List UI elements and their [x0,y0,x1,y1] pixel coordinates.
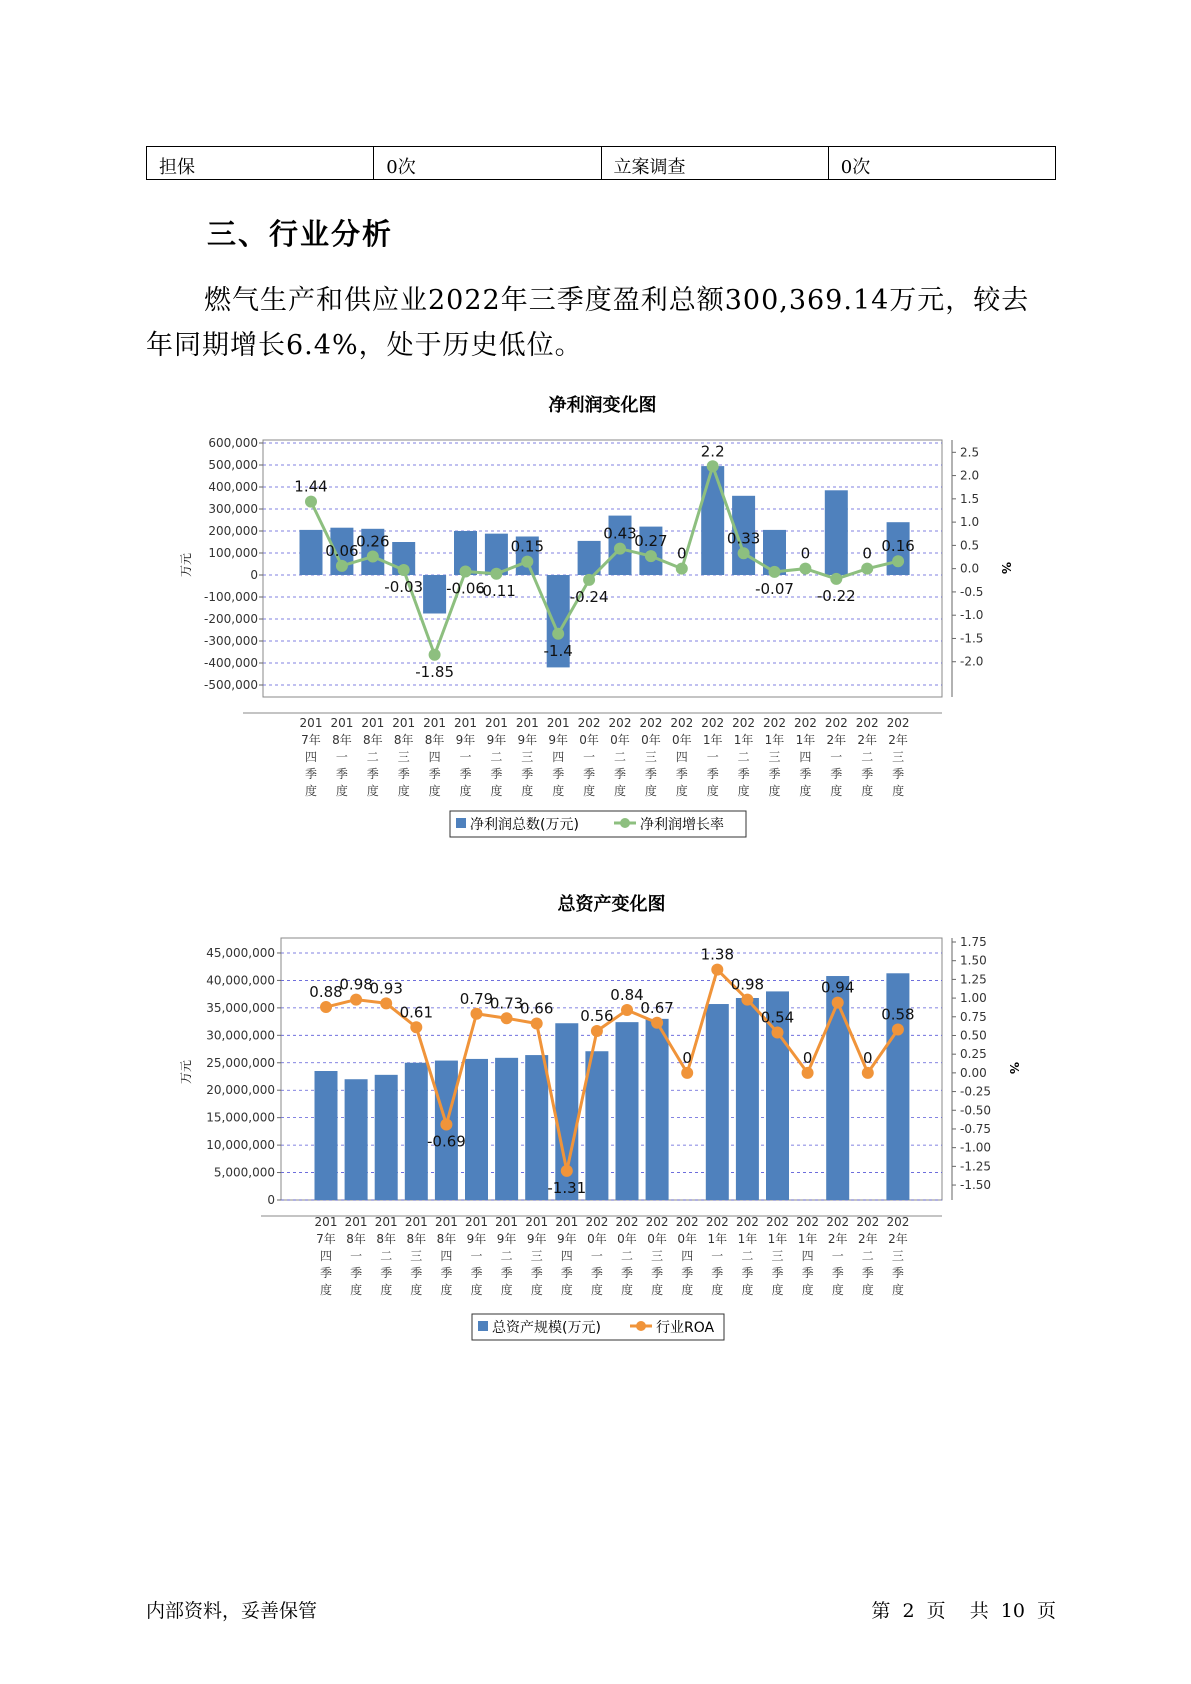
line-point [591,1025,603,1037]
x-tick-label: 202 2年一季度 [824,716,848,798]
x-tick-label: 201 7年四季度 [299,716,323,798]
data-label: -0.11 [476,581,516,600]
data-label: 0.73 [489,994,524,1013]
line-point [681,1067,693,1079]
x-tick-label: 201 9年一季度 [465,1215,488,1297]
data-label: 0.93 [369,979,403,998]
data-label: 0.06 [325,541,359,560]
y-tick-label: -300,000 [204,634,258,648]
data-label: 0 [677,544,687,563]
y2-tick-label: 0.00 [960,1065,987,1080]
line-point [802,1067,814,1079]
total-prefix: 共 [969,1600,989,1622]
x-tick-label: 201 7年四季度 [314,1215,338,1297]
y-tick-label: 100,000 [208,546,258,560]
line-point [741,994,753,1006]
line-point [410,1021,422,1033]
bar [826,976,849,1200]
x-tick-label: 201 8年三季度 [404,1215,428,1297]
data-label: 0.98 [730,975,765,994]
data-label: 0 [800,544,811,563]
data-label: 0.79 [459,989,494,1008]
y-tick-label: 40,000,000 [206,973,275,988]
y2-tick-label: -0.50 [960,1103,992,1118]
data-label: 0.33 [726,529,761,548]
line-point [380,997,392,1009]
x-tick-label: 201 8年一季度 [330,716,354,798]
y-tick-label: -500,000 [204,678,258,692]
x-tick-label: 201 9年二季度 [484,716,508,798]
x-tick-label: 202 1年三季度 [766,1215,789,1297]
x-tick-label: 202 2年三季度 [886,716,910,798]
data-label: 0.56 [580,1006,614,1025]
y-tick-label: 0 [250,568,258,582]
data-label: 0 [863,1048,873,1067]
x-tick-label: 202 2年二季度 [855,716,879,798]
y2-tick-label: -0.75 [960,1121,992,1136]
x-tick-label: 201 9年二季度 [495,1215,519,1297]
line-point [832,997,844,1009]
data-label: 0.84 [610,986,644,1005]
y-tick-label: 600,000 [208,436,258,450]
bar [405,1063,428,1200]
x-tick-label: 201 8年四季度 [434,1215,458,1297]
data-label: -0.24 [569,587,609,606]
data-label: -0.07 [755,579,794,598]
data-label: 0 [802,1048,813,1067]
table-cell: 0次 [828,147,1055,180]
section-paragraph: 燃气生产和供应业2022年三季度盈利总额300,369.14万元，较去年同期增长6.4%，处于历史低位。 [146,285,1030,361]
table-cell: 立案调查 [601,147,828,180]
y-tick-label: -200,000 [204,612,258,626]
legend-bar-swatch [478,1321,488,1331]
line-point [320,1001,332,1013]
data-label: 0.16 [881,537,915,556]
y2-tick-label: -1.00 [960,1140,992,1155]
data-label: 1.44 [294,477,328,496]
y-tick-label: -100,000 [204,590,258,604]
line-point [350,994,362,1006]
line-point [501,1012,513,1024]
x-tick-label: 201 8年三季度 [392,716,416,798]
total-unit: 页 [1036,1600,1056,1622]
y2-tick-label: 1.00 [960,991,987,1006]
x-tick-label: 201 9年三季度 [515,716,539,798]
x-tick-label: 201 9年四季度 [546,716,570,798]
y2-tick-label: -1.50 [960,1178,992,1193]
bar [616,1022,639,1200]
y2-tick-label: -1.25 [960,1159,992,1174]
data-label: 0.66 [519,999,554,1018]
data-label: -1.4 [543,641,573,660]
data-label: 1.38 [700,945,735,964]
y-tick-label: 35,000,000 [206,1000,275,1015]
y2-tick-label: 0.50 [960,1028,987,1043]
x-tick-label: 202 0年四季度 [675,1215,699,1297]
line-point [711,964,723,976]
bar [465,1059,488,1200]
line-point [621,1004,633,1016]
data-label: -0.69 [426,1132,466,1151]
y2-tick-label: 2.0 [960,468,980,483]
table-cell: 担保 [147,147,374,180]
page-unit: 页 [926,1600,946,1622]
x-tick-label: 201 8年一季度 [344,1215,368,1297]
y-tick-label: 200,000 [208,524,258,538]
data-label: 0.26 [356,532,390,551]
y-tick-label: 10,000,000 [206,1138,275,1153]
data-label: 0.58 [881,1005,915,1024]
data-label: 0.88 [309,983,343,1002]
data-label: 0.54 [760,1008,795,1027]
line-point [471,1008,483,1020]
x-tick-label: 202 0年二季度 [608,716,632,798]
data-label: 0.94 [820,978,855,997]
y-tick-label: 5,000,000 [213,1165,275,1180]
y-tick-label: 15,000,000 [206,1110,275,1125]
x-tick-label: 202 1年二季度 [735,1215,759,1297]
legend-line-label: 净利润增长率 [640,817,724,833]
x-tick-label: 202 0年三季度 [645,1215,669,1297]
x-tick-label: 202 1年一季度 [705,1215,729,1297]
bar [375,1075,398,1200]
bar [315,1071,338,1200]
page-counter [865,1596,1056,1623]
data-label: -1.85 [415,662,455,681]
x-tick-label: 202 1年四季度 [793,716,817,798]
x-tick-label: 201 9年一季度 [454,716,477,798]
y-tick-label: -400,000 [204,656,258,670]
y-tick-label: 25,000,000 [206,1055,275,1070]
line-point [440,1118,452,1130]
x-tick-label: 202 1年四季度 [796,1215,820,1297]
x-tick-label: 202 1年三季度 [763,716,786,798]
y2-tick-label: -1.0 [960,608,984,623]
data-label: -0.03 [384,578,424,597]
data-label: 0.15 [510,537,545,556]
legend-line-dot [636,1321,646,1331]
page-number: 2 [902,1600,915,1622]
y2-tick-label: 1.5 [960,491,980,506]
y2-tick-label: 1.0 [960,515,980,530]
data-label: -1.31 [547,1178,587,1197]
legend-bar-label: 净利润总数(万元) [470,817,579,833]
x-tick-label: 202 2年一季度 [826,1215,850,1297]
y-tick-label: 30,000,000 [206,1028,275,1043]
y2-tick-label: -0.5 [960,584,984,599]
x-tick-label: 202 2年二季度 [856,1215,880,1297]
page-prefix: 第 [871,1600,891,1622]
bar [646,1019,669,1200]
y-tick-label: 20,000,000 [206,1083,275,1098]
data-label: 0.27 [634,532,668,551]
y-axis-label: 万元 [179,1059,193,1085]
y2-tick-label: 1.75 [960,935,987,949]
x-tick-label: 202 1年二季度 [732,716,756,798]
y-tick-label: 45,000,000 [206,945,275,960]
x-tick-label: 201 9年四季度 [555,1215,579,1297]
x-tick-label: 202 1年一季度 [701,716,725,798]
line-point [561,1165,573,1177]
x-tick-label: 201 8年二季度 [374,1215,398,1297]
bar [345,1079,368,1200]
y-tick-label: 300,000 [208,502,258,516]
y2-tick-label: 0.25 [960,1047,987,1062]
x-tick-label: 201 8年四季度 [423,716,447,798]
x-tick-label: 202 0年一季度 [577,716,601,798]
data-label: 0.43 [603,524,637,543]
x-tick-label: 201 8年二季度 [361,716,385,798]
bar [736,998,759,1200]
y2-tick-label: -0.25 [960,1084,992,1099]
bar [495,1058,518,1200]
data-label: -0.06 [446,579,485,598]
bar [706,1004,729,1200]
data-label: 0.61 [399,1003,434,1022]
y-tick-label: 0 [267,1193,275,1207]
total-pages: 10 [1000,1600,1025,1622]
data-label: 0.67 [640,998,674,1017]
x-tick-label: 202 0年四季度 [670,716,694,798]
y-tick-label: 500,000 [208,458,258,472]
y2-tick-label: -1.5 [960,631,984,646]
x-tick-label: 202 2年三季度 [886,1215,910,1297]
y2-tick-label: -2.0 [960,654,984,669]
line-point [772,1026,784,1038]
footer-note: 内部资料，妥善保管 [146,1600,318,1622]
y2-tick-label: 1.50 [960,953,987,968]
legend-line-label: 行业ROA [656,1320,715,1336]
line-point [862,1067,874,1079]
section-heading: 三、行业分析 [207,217,394,251]
y2-tick-label: 0.5 [960,538,980,553]
chart-title: 总资产变化图 [557,894,666,915]
data-label: 0 [862,544,872,563]
y2-axis-label: % [999,561,1013,575]
data-label: 0 [682,1048,692,1067]
y2-tick-label: 0.75 [960,1009,987,1024]
y2-tick-label: 0.0 [960,561,980,576]
y2-axis-label: % [1007,1061,1021,1075]
table-cell: 0次 [374,147,601,180]
y2-tick-label: 1.25 [960,972,987,987]
x-tick-label: 202 0年一季度 [585,1215,609,1297]
line-point [531,1018,543,1030]
y2-tick-label: 2.5 [960,445,980,460]
line-point [651,1017,663,1029]
legend-bar-label: 总资产规模(万元) [492,1320,601,1336]
y-axis-label: 万元 [179,552,193,578]
y-tick-label: 400,000 [208,480,258,494]
line-point [892,1023,904,1035]
data-label: -0.22 [816,586,856,605]
data-label: 2.2 [700,442,725,461]
bar [525,1055,548,1200]
x-tick-label: 202 0年二季度 [615,1215,639,1297]
x-tick-label: 202 0年三季度 [639,716,663,798]
x-tick-label: 201 9年三季度 [525,1215,549,1297]
chart-title: 净利润变化图 [548,395,657,416]
data-label: 0.98 [339,975,373,994]
